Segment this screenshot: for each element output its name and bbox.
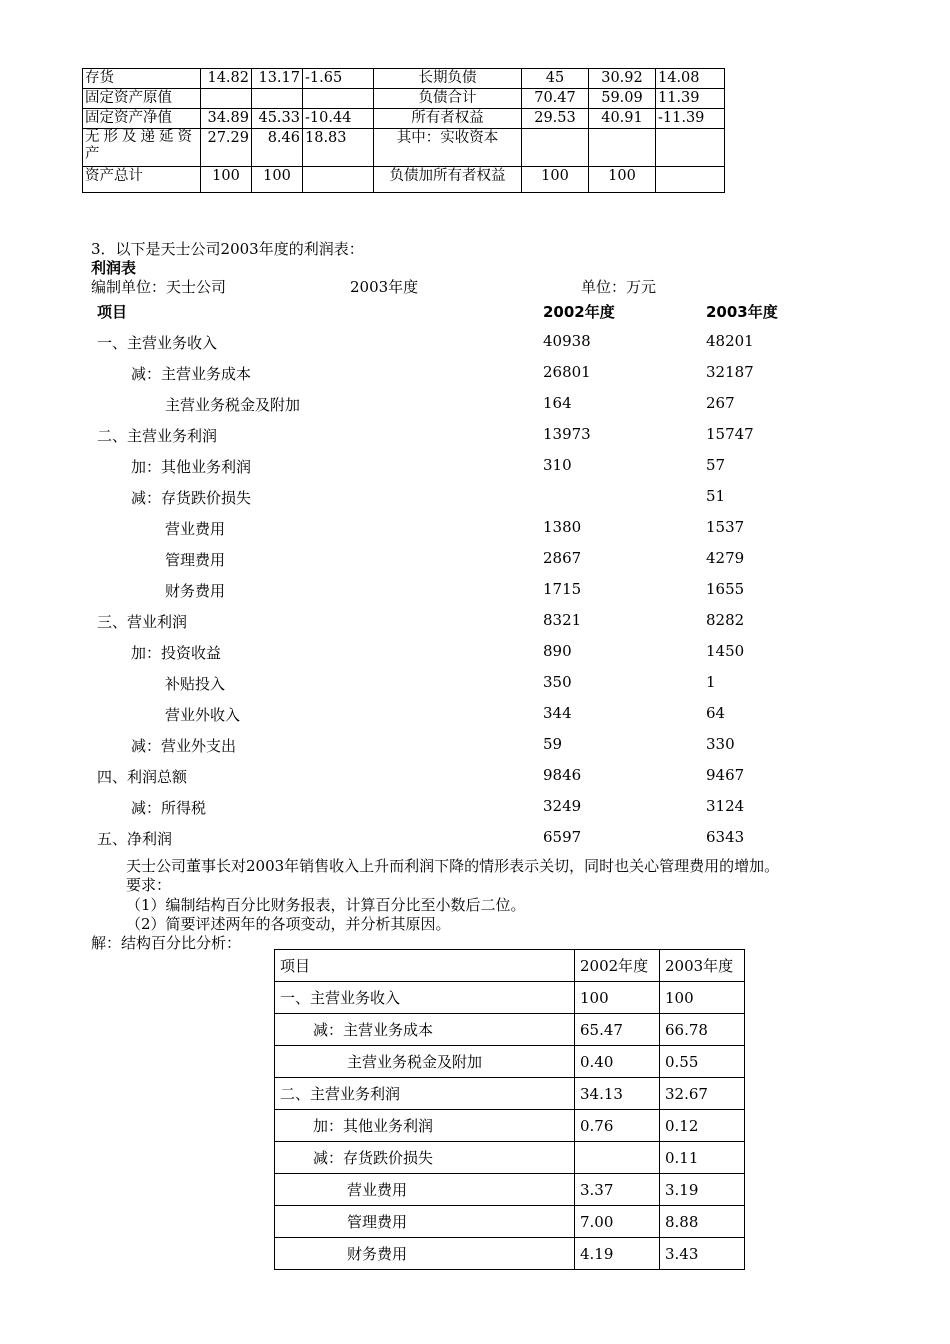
- value-2003: 3.43: [660, 1238, 745, 1270]
- value-2002: 13973: [543, 425, 591, 443]
- table-row: [0, 518, 950, 549]
- value-2003: 330: [706, 735, 735, 753]
- value-2002: 0.40: [575, 1046, 660, 1078]
- value-2003: 15747: [706, 425, 754, 443]
- cell: 存货: [83, 69, 201, 89]
- value-2002: 310: [543, 456, 572, 474]
- cell: 100: [522, 167, 589, 193]
- table-row: [275, 1078, 745, 1110]
- table-row: [0, 797, 950, 828]
- value-2003: 6343: [706, 828, 745, 846]
- value-2003: 1: [706, 673, 716, 691]
- value-2003: 48201: [706, 332, 754, 350]
- cell: [303, 89, 374, 109]
- question-intro: 3．以下是天士公司2003年度的利润表：: [91, 240, 364, 258]
- row-label: 减：所得税: [131, 799, 207, 817]
- value-2002: 1380: [543, 518, 582, 536]
- unit-line-year: 2003年度: [350, 278, 419, 296]
- row-label: 财务费用: [275, 1238, 575, 1270]
- value-2002: 2867: [543, 549, 582, 567]
- cell: [252, 89, 303, 109]
- balance-sheet-table: [82, 68, 725, 193]
- table-row: [275, 1142, 745, 1174]
- value-2002: 890: [543, 642, 572, 660]
- row-label: 管理费用: [275, 1206, 575, 1238]
- value-2002: 100: [575, 982, 660, 1014]
- value-2003: 0.55: [660, 1046, 745, 1078]
- cell: 45.33: [252, 109, 303, 129]
- value-2002: 344: [543, 704, 572, 722]
- cell: -11.39: [656, 109, 725, 129]
- value-2003: 0.12: [660, 1110, 745, 1142]
- cell: 59.09: [589, 89, 656, 109]
- cell: 负债加所有者权益: [374, 167, 522, 193]
- value-2003: 267: [706, 394, 735, 412]
- cell: 34.89: [201, 109, 252, 129]
- value-2003: 66.78: [660, 1014, 745, 1046]
- value-2003: 9467: [706, 766, 745, 784]
- value-2003: 51: [706, 487, 726, 505]
- row-label: 减：存货跌价损失: [131, 489, 252, 507]
- value-2003: 8282: [706, 611, 745, 629]
- cell: 30.92: [589, 69, 656, 89]
- row-label: 主营业务税金及附加: [165, 396, 301, 414]
- table-row: [0, 735, 950, 766]
- row-label: 补贴投入: [165, 675, 226, 693]
- requirement-2: （2）简要评述两年的各项变动，并分析其原因。: [126, 915, 451, 933]
- value-2002: 65.47: [575, 1014, 660, 1046]
- value-2002: 26801: [543, 363, 591, 381]
- header-2002: 2002年度: [543, 303, 615, 321]
- income-statement-title: 利润表: [91, 259, 137, 277]
- row-label: 加：其他业务利润: [131, 458, 252, 476]
- cell: [303, 167, 374, 193]
- cell: 11.39: [656, 89, 725, 109]
- table-row: [83, 109, 725, 129]
- header-item: 项目: [275, 950, 575, 982]
- cell: 45: [522, 69, 589, 89]
- value-2002: 59: [543, 735, 563, 753]
- row-label: 二、主营业务利润: [275, 1078, 575, 1110]
- row-label: 五、净利润: [97, 830, 173, 848]
- cell: 负债合计: [374, 89, 522, 109]
- cell: 70.47: [522, 89, 589, 109]
- header-2003: 2003年度: [660, 950, 745, 982]
- header-item: 项目: [97, 303, 128, 321]
- value-2003: 1537: [706, 518, 745, 536]
- value-2003: 64: [706, 704, 726, 722]
- row-label: 四、利润总额: [97, 768, 188, 786]
- cell: 14.82: [201, 69, 252, 89]
- table-row: [275, 1046, 745, 1078]
- row-label: 营业外收入: [165, 706, 241, 724]
- value-2002: 8321: [543, 611, 582, 629]
- cell: [589, 129, 656, 167]
- cell: 固定资产净值: [83, 109, 201, 129]
- cell: [656, 167, 725, 193]
- value-2003: 3124: [706, 797, 745, 815]
- cell: 固定资产原值: [83, 89, 201, 109]
- table-row: [0, 425, 950, 456]
- table-row: [0, 611, 950, 642]
- value-2003: 3.19: [660, 1174, 745, 1206]
- row-label: 减：主营业务成本: [131, 365, 252, 383]
- table-row: [0, 394, 950, 425]
- cell: -10.44: [303, 109, 374, 129]
- value-2002: 1715: [543, 580, 582, 598]
- value-2003: 32187: [706, 363, 754, 381]
- cell: 8.46: [252, 129, 303, 167]
- value-2002: 6597: [543, 828, 582, 846]
- row-label: 减：主营业务成本: [275, 1014, 575, 1046]
- cell: [522, 129, 589, 167]
- row-label: 一、主营业务收入: [97, 334, 218, 352]
- row-label: 二、主营业务利润: [97, 427, 218, 445]
- row-label: 一、主营业务收入: [275, 982, 575, 1014]
- value-2003: 0.11: [660, 1142, 745, 1174]
- value-2002: 3249: [543, 797, 582, 815]
- cell: 100: [252, 167, 303, 193]
- table-row: [275, 982, 745, 1014]
- value-2003: 1450: [706, 642, 745, 660]
- value-2002: 34.13: [575, 1078, 660, 1110]
- cell: 其中：实收资本: [374, 129, 522, 167]
- header-2003: 2003年度: [706, 303, 778, 321]
- cell: 所有者权益: [374, 109, 522, 129]
- unit-line-company: 编制单位：天士公司: [91, 278, 227, 296]
- value-2002: 350: [543, 673, 572, 691]
- row-label: 主营业务税金及附加: [275, 1046, 575, 1078]
- table-row: [275, 1206, 745, 1238]
- value-2002: [575, 1142, 660, 1174]
- row-label: 加：其他业务利润: [275, 1110, 575, 1142]
- row-label: 管理费用: [165, 551, 226, 569]
- row-label: 减：营业外支出: [131, 737, 237, 755]
- value-2003: 4279: [706, 549, 745, 567]
- row-label: 加：投资收益: [131, 644, 222, 662]
- table-row: [83, 167, 725, 193]
- cell: 100: [589, 167, 656, 193]
- percent-table: [274, 949, 745, 1270]
- table-row: [0, 766, 950, 797]
- value-2003: 100: [660, 982, 745, 1014]
- value-2002: 4.19: [575, 1238, 660, 1270]
- value-2002: 40938: [543, 332, 591, 350]
- value-2002: 7.00: [575, 1206, 660, 1238]
- requirements-label: 要求：: [126, 876, 172, 894]
- row-label: 三、营业利润: [97, 613, 188, 631]
- table-row: [0, 673, 950, 704]
- table-row: [0, 549, 950, 580]
- cell: 40.91: [589, 109, 656, 129]
- table-row: [0, 456, 950, 487]
- table-row: [275, 1238, 745, 1270]
- table-row: [0, 642, 950, 673]
- table-row: [0, 704, 950, 735]
- requirement-1: （1）编制结构百分比财务报表，计算百分比至小数后二位。: [126, 896, 526, 914]
- table-row: [83, 89, 725, 109]
- value-2002: 9846: [543, 766, 582, 784]
- value-2002: 164: [543, 394, 572, 412]
- table-row: [275, 1174, 745, 1206]
- row-label: 营业费用: [275, 1174, 575, 1206]
- table-row: [275, 1014, 745, 1046]
- value-2003: 1655: [706, 580, 745, 598]
- cell: 14.08: [656, 69, 725, 89]
- cell: 资产总计: [83, 167, 201, 193]
- cell: [656, 129, 725, 167]
- value-2002: 0.76: [575, 1110, 660, 1142]
- solution-label: 解：结构百分比分析：: [91, 934, 242, 952]
- value-2003: 57: [706, 456, 726, 474]
- row-label: 财务费用: [165, 582, 226, 600]
- income-header-row: [0, 301, 950, 332]
- cell: 100: [201, 167, 252, 193]
- narrative-paragraph: 天士公司董事长对2003年销售收入上升而利润下降的情形表示关切，同时也关心管理费用的增加。: [126, 857, 780, 875]
- row-label: 营业费用: [165, 520, 226, 538]
- cell: [201, 89, 252, 109]
- cell: 13.17: [252, 69, 303, 89]
- cell: -1.65: [303, 69, 374, 89]
- value-2003: 8.88: [660, 1206, 745, 1238]
- unit-line-unit: 单位：万元: [581, 278, 657, 296]
- table-row: [0, 487, 950, 518]
- table-row: [275, 1110, 745, 1142]
- row-label: 减：存货跌价损失: [275, 1142, 575, 1174]
- cell: 无形及递延资产: [83, 129, 201, 167]
- table-header-row: [275, 950, 745, 982]
- header-2002: 2002年度: [575, 950, 660, 982]
- table-row: [83, 69, 725, 89]
- cell: 27.29: [201, 129, 252, 167]
- table-row: [83, 129, 725, 167]
- value-2002: 3.37: [575, 1174, 660, 1206]
- cell: 长期负债: [374, 69, 522, 89]
- table-row: [0, 580, 950, 611]
- cell: 29.53: [522, 109, 589, 129]
- table-row: [0, 332, 950, 363]
- table-row: [0, 363, 950, 394]
- cell: 18.83: [303, 129, 374, 167]
- value-2003: 32.67: [660, 1078, 745, 1110]
